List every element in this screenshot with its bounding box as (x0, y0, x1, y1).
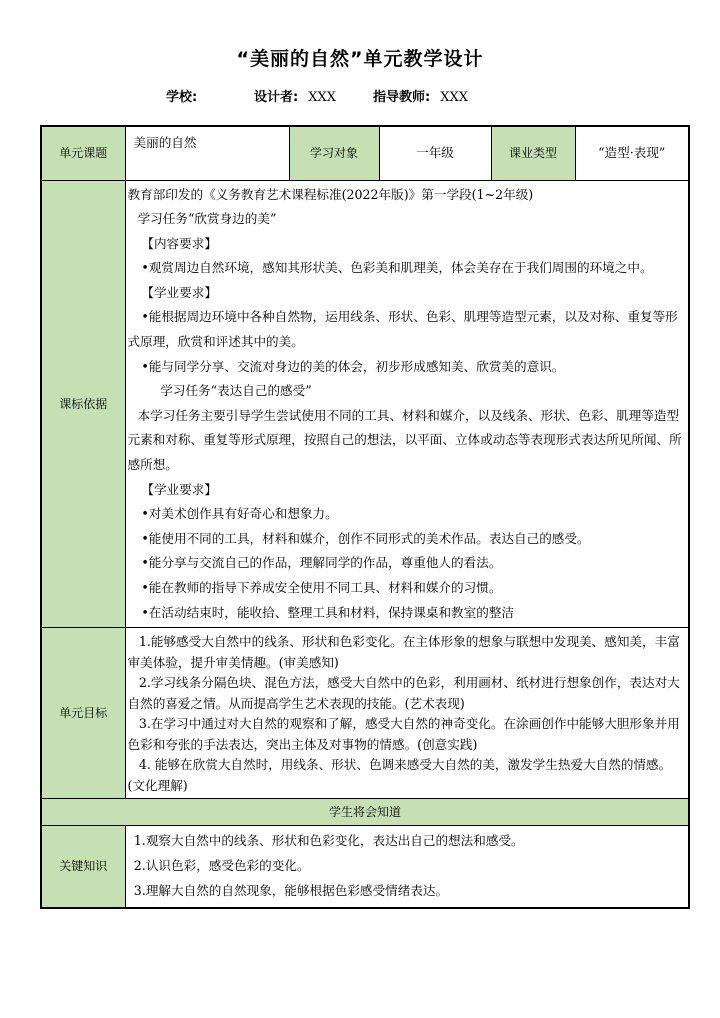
goal-item: 3.在学习中通过对大自然的观察和了解，感受大自然的神奇变化。在涂画创作中能够大胆形象并用色彩和夸张的手法表达，突出主体及对事物的情感。(创意实践) (127, 716, 680, 752)
know-header: 学生将会知道 (41, 799, 689, 826)
basis-line: •观赏周边自然环境，感知其形状美、色彩美和肌理美，体会美存在于我们周围的环境之中。 (141, 260, 653, 276)
goal-item: 2.学习线条分隔色块、混色方法，感受大自然中的色彩，利用画材、纸材进行想象创作，表达对大自然的喜爱之情。从而提高学生艺术表现的技能。(艺术表现) (127, 675, 680, 711)
basis-line: 学习任务“欣赏身边的美” (137, 211, 277, 227)
advisor-field (373, 86, 468, 105)
basis-line: 【学业要求】 (141, 481, 217, 497)
key-content (125, 826, 689, 909)
unit-label: 单元课题 (41, 126, 125, 180)
goals-content (125, 628, 689, 799)
designer-field (254, 86, 336, 105)
key-item: 3.理解大自然的自然现象，能够根据色彩感受情绪表达。 (133, 883, 449, 899)
basis-line: 教育部印发的《义务教育艺术课程标准(2022年版)》第一学段(1~2年级) (127, 186, 534, 202)
basis-line: 【内容要求】 (141, 235, 217, 251)
header-row (41, 126, 689, 180)
advisor-label: 指导教师: (373, 90, 431, 105)
basis-line: 【学业要求】 (141, 284, 217, 300)
designer-label: 设计者: (254, 90, 299, 105)
key-item: 2.认识色彩，感受色彩的变化。 (133, 858, 310, 874)
basis-line: 学习任务“表达自己的感受” (160, 383, 312, 399)
school-label: 学校: (166, 90, 198, 105)
goal-item: 4. 能够在欣赏大自然时，用线条、形状、色调来感受大自然的美，激发学生热爱大自然的情感。(文化理解) (127, 757, 672, 793)
type-value: “造型·表现” (575, 126, 689, 180)
basis-content (125, 180, 689, 628)
basis-line: •在活动结束时，能收拾、整理工具和材料，保持课桌和教室的整洁 (141, 604, 515, 620)
basis-row (41, 180, 689, 628)
key-item: 1.观察大自然中的线条、形状和色彩变化，表达出自己的想法和感受。 (133, 833, 524, 849)
basis-line: •能在教师的指导下养成安全使用不同工具、材料和媒介的习惯。 (141, 580, 502, 595)
type-label: 课业类型 (491, 126, 575, 180)
unit-value-text: 美丽的自然 (133, 135, 197, 150)
key-row (41, 826, 689, 909)
goals-label: 单元目标 (41, 628, 125, 799)
designer-value: XXX (308, 90, 336, 105)
unit-value (125, 126, 289, 180)
basis-line: •能根据周边环境中各种自然物，运用线条、形状、色彩、肌理等造型元素，以及对称、重复等形式原理，欣赏和评述其中的美。 (127, 309, 678, 350)
basis-label: 课标依据 (41, 180, 125, 628)
advisor-value: XXX (440, 90, 468, 105)
school-field (166, 86, 197, 105)
target-value: 一年级 (379, 126, 491, 180)
know-header-row (41, 799, 689, 826)
basis-line: •能与同学分享、交流对身边的美的体会，初步形成感知美、欣赏美的意识。 (141, 358, 565, 374)
basis-line: •对美术创作具有好奇心和想象力。 (141, 506, 338, 522)
target-label: 学习对象 (289, 126, 379, 180)
basis-line: 本学习任务主要引导学生尝试使用不同的工具、材料和媒介，以及线条、形状、色彩、肌理等造型元素和对称、重复等形式原理，按照自己的想法，以平面、立体或动态等表现形式表达所见所闻、所感所想。 (127, 407, 682, 473)
page-title: “美丽的自然”单元教学设计 (236, 48, 484, 70)
lesson-design-table (40, 125, 690, 909)
key-label: 关键知识 (41, 826, 125, 909)
goal-item: 1.能够感受大自然中的线条、形状和色彩变化。在主体形象的想象与联想中发现美、感知美，丰富审美体验，提升审美情趣。(审美感知) (127, 634, 680, 670)
goals-row (41, 628, 689, 799)
basis-line: •能使用不同的工具，材料和媒介，创作不同形式的美术作品。表达自己的感受。 (141, 530, 590, 546)
basis-line: •能分享与交流自己的作品，理解同学的作品，尊重他人的看法。 (141, 555, 502, 571)
